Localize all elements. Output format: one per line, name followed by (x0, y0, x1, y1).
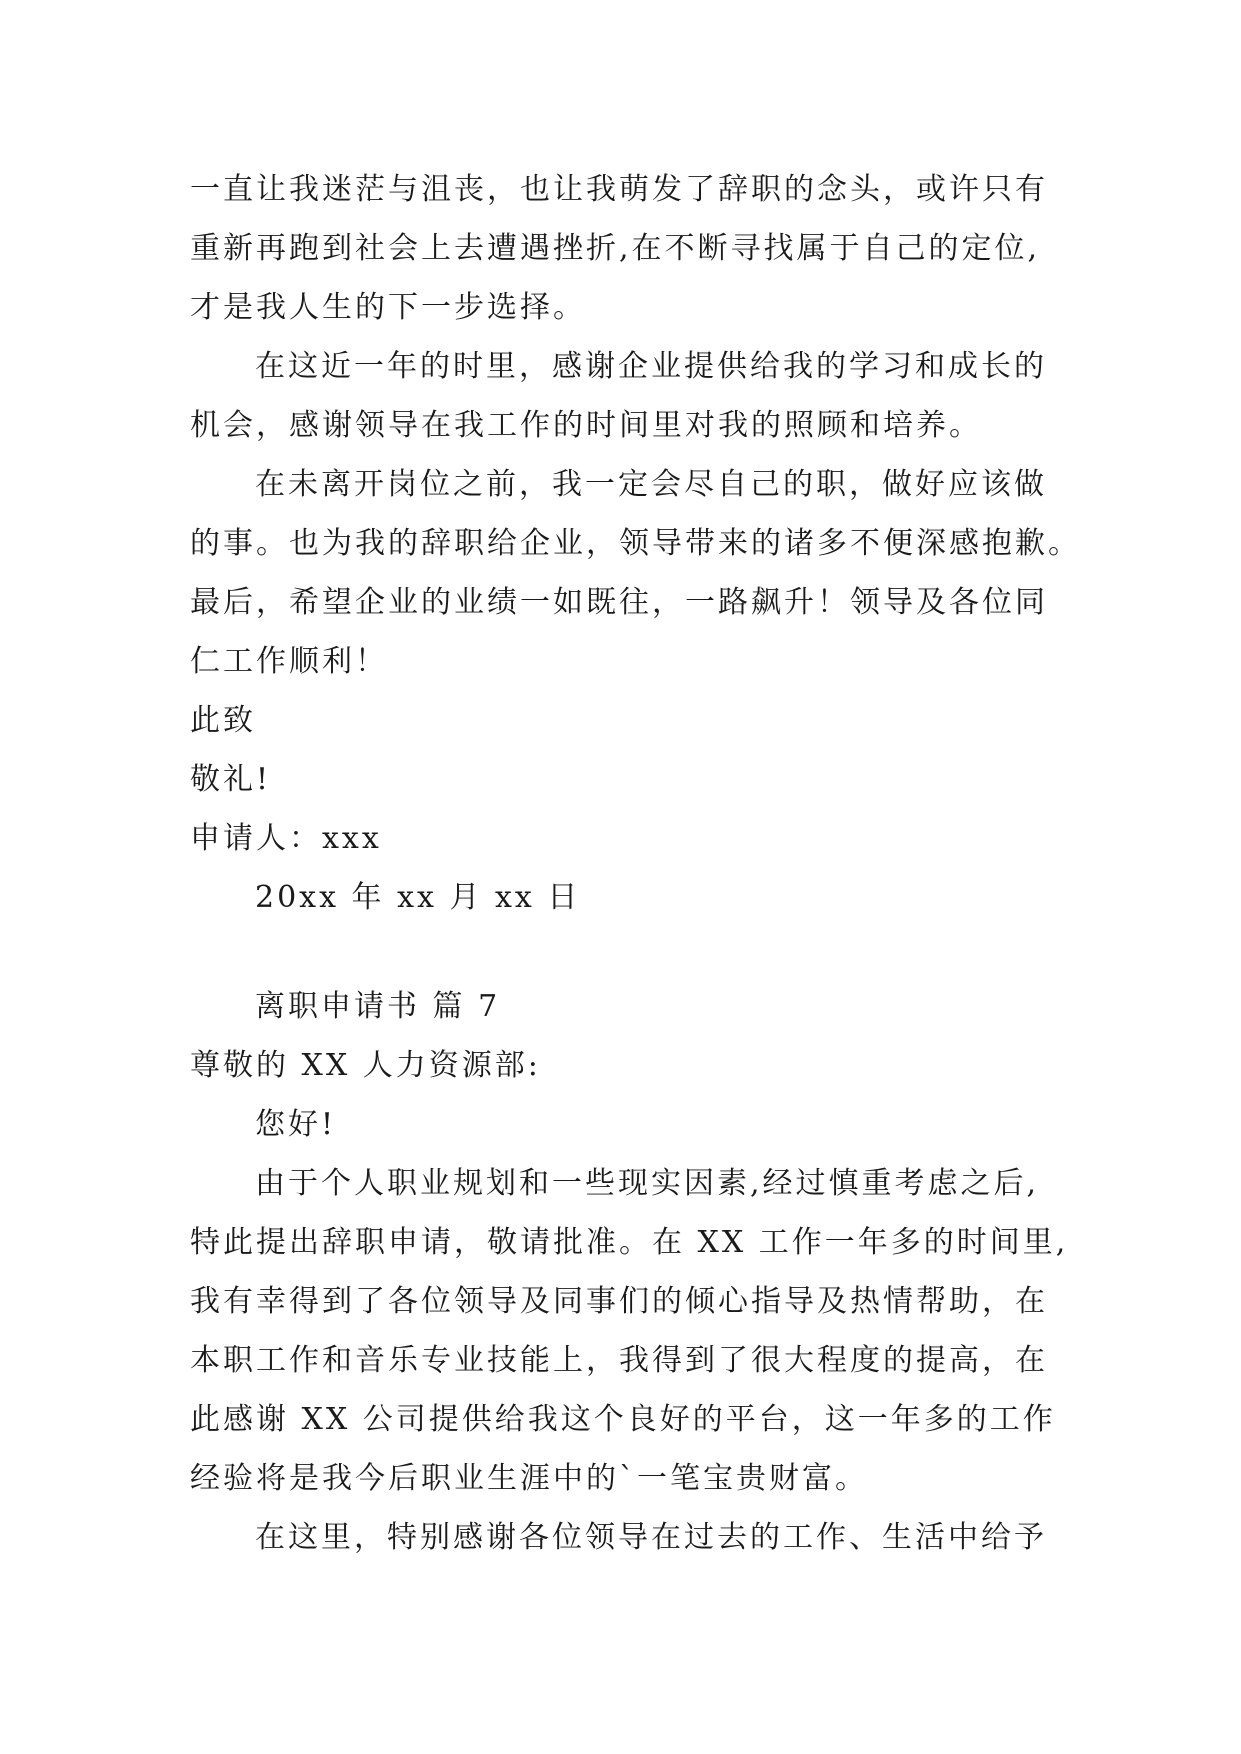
text-line: 此感谢 XX 公司提供给我这个良好的平台，这一年多的工作 (190, 1402, 1056, 1437)
text-line: 在未离开岗位之前，我一定会尽自己的职，做好应该做 (255, 467, 1047, 502)
text-line: 机会，感谢领导在我工作的时间里对我的照顾和培养。 (190, 408, 982, 443)
text-line: 一直让我迷茫与沮丧，也让我萌发了辞职的念头，或许只有 (190, 172, 1048, 207)
text-line: 的事。也为我的辞职给企业，领导带来的诸多不便深感抱歉。 (190, 526, 1081, 561)
text-line: 仁工作顺利！ (190, 644, 388, 679)
text-line: 我有幸得到了各位领导及同事们的倾心指导及热情帮助，在 (190, 1284, 1048, 1319)
date: 20xx 年 xx 月 xx 日 (255, 880, 581, 915)
paragraph-5 (190, 1508, 1090, 1567)
text-line: 在这里，特别感谢各位领导在过去的工作、生活中给予 (255, 1520, 1047, 1555)
salutation: 尊敬的 XX 人力资源部: (190, 1048, 541, 1083)
section-heading: 离职申请书 篇 7 (255, 989, 501, 1024)
text-line: 在这近一年的时里，感谢企业提供给我的学习和成长的 (255, 349, 1047, 384)
text-line: 经验将是我今后职业生涯中的`一笔宝贵财富。 (190, 1461, 868, 1496)
document-page (190, 160, 1090, 1567)
paragraph-3 (190, 455, 1090, 691)
text-line: 本职工作和音乐专业技能上，我得到了很大程度的提高，在 (190, 1343, 1048, 1378)
closing-line-1: 此致 (190, 703, 256, 738)
paragraph-4 (190, 1154, 1090, 1508)
section-gap (190, 927, 1090, 977)
text-line: 特此提出辞职申请，敬请批准。在 XX 工作一年多的时间里, (190, 1225, 1069, 1260)
text-line: 重新再跑到社会上去遭遇挫折,在不断寻找属于自己的定位, (190, 231, 1041, 266)
text-line: 由于个人职业规划和一些现实因素,经过慎重考虑之后, (255, 1166, 1040, 1201)
closing-line-2: 敬礼! (190, 762, 272, 797)
paragraph-2 (190, 337, 1090, 455)
greeting: 您好! (255, 1107, 337, 1142)
text-line: 最后，希望企业的业绩一如既往，一路飙升！领导及各位同 (190, 585, 1048, 620)
paragraph-1 (190, 160, 1090, 337)
signature: 申请人：xxx (190, 821, 382, 856)
text-line: 才是我人生的下一步选择。 (190, 290, 586, 325)
